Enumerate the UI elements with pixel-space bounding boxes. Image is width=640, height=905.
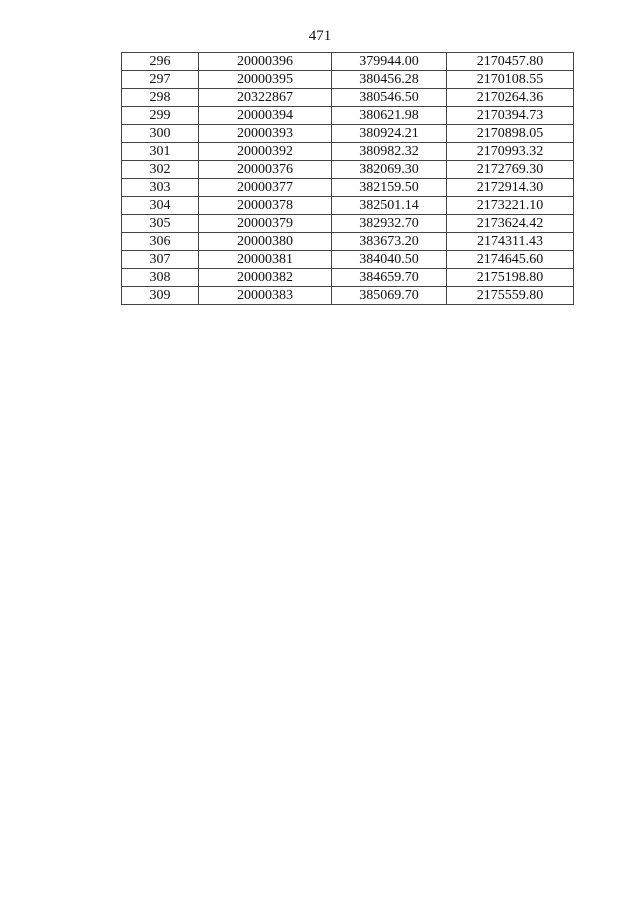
- y-coordinate-cell: 2170394.73: [447, 107, 574, 125]
- table-row: [122, 197, 574, 215]
- coordinates-table: [121, 52, 574, 305]
- table-row: [122, 71, 574, 89]
- row-number-cell: 298: [122, 89, 199, 107]
- point-id-cell: 20000379: [199, 215, 332, 233]
- table-row: [122, 125, 574, 143]
- x-coordinate-cell: 380546.50: [332, 89, 447, 107]
- row-number-cell: 296: [122, 53, 199, 71]
- row-number-cell: 303: [122, 179, 199, 197]
- table-row: [122, 215, 574, 233]
- point-id-cell: 20000378: [199, 197, 332, 215]
- y-coordinate-cell: 2170264.36: [447, 89, 574, 107]
- x-coordinate-cell: 382932.70: [332, 215, 447, 233]
- row-number-cell: 301: [122, 143, 199, 161]
- point-id-cell: 20000394: [199, 107, 332, 125]
- x-coordinate-cell: 380982.32: [332, 143, 447, 161]
- point-id-cell: 20000383: [199, 287, 332, 305]
- y-coordinate-cell: 2170898.05: [447, 125, 574, 143]
- x-coordinate-cell: 382069.30: [332, 161, 447, 179]
- table-row: [122, 179, 574, 197]
- table-row: [122, 287, 574, 305]
- table-row: [122, 53, 574, 71]
- row-number-cell: 305: [122, 215, 199, 233]
- y-coordinate-cell: 2170457.80: [447, 53, 574, 71]
- y-coordinate-cell: 2172914.30: [447, 179, 574, 197]
- y-coordinate-cell: 2174645.60: [447, 251, 574, 269]
- table-row: [122, 143, 574, 161]
- row-number-cell: 300: [122, 125, 199, 143]
- row-number-cell: 307: [122, 251, 199, 269]
- point-id-cell: 20000396: [199, 53, 332, 71]
- y-coordinate-cell: 2175559.80: [447, 287, 574, 305]
- page-number: 471: [308, 28, 332, 44]
- point-id-cell: 20322867: [199, 89, 332, 107]
- row-number-cell: 299: [122, 107, 199, 125]
- x-coordinate-cell: 384040.50: [332, 251, 447, 269]
- y-coordinate-cell: 2173221.10: [447, 197, 574, 215]
- row-number-cell: 297: [122, 71, 199, 89]
- x-coordinate-cell: 384659.70: [332, 269, 447, 287]
- x-coordinate-cell: 385069.70: [332, 287, 447, 305]
- table-body: [122, 53, 574, 305]
- point-id-cell: 20000393: [199, 125, 332, 143]
- table-row: [122, 89, 574, 107]
- table-row: [122, 107, 574, 125]
- point-id-cell: 20000392: [199, 143, 332, 161]
- row-number-cell: 306: [122, 233, 199, 251]
- table-row: [122, 161, 574, 179]
- y-coordinate-cell: 2170108.55: [447, 71, 574, 89]
- x-coordinate-cell: 382501.14: [332, 197, 447, 215]
- point-id-cell: 20000381: [199, 251, 332, 269]
- x-coordinate-cell: 382159.50: [332, 179, 447, 197]
- table-row: [122, 251, 574, 269]
- y-coordinate-cell: 2175198.80: [447, 269, 574, 287]
- x-coordinate-cell: 383673.20: [332, 233, 447, 251]
- table-row: [122, 269, 574, 287]
- y-coordinate-cell: 2172769.30: [447, 161, 574, 179]
- y-coordinate-cell: 2173624.42: [447, 215, 574, 233]
- row-number-cell: 302: [122, 161, 199, 179]
- x-coordinate-cell: 379944.00: [332, 53, 447, 71]
- x-coordinate-cell: 380621.98: [332, 107, 447, 125]
- y-coordinate-cell: 2170993.32: [447, 143, 574, 161]
- row-number-cell: 308: [122, 269, 199, 287]
- table-row: [122, 233, 574, 251]
- row-number-cell: 309: [122, 287, 199, 305]
- point-id-cell: 20000377: [199, 179, 332, 197]
- row-number-cell: 304: [122, 197, 199, 215]
- point-id-cell: 20000376: [199, 161, 332, 179]
- y-coordinate-cell: 2174311.43: [447, 233, 574, 251]
- x-coordinate-cell: 380924.21: [332, 125, 447, 143]
- x-coordinate-cell: 380456.28: [332, 71, 447, 89]
- point-id-cell: 20000380: [199, 233, 332, 251]
- point-id-cell: 20000382: [199, 269, 332, 287]
- point-id-cell: 20000395: [199, 71, 332, 89]
